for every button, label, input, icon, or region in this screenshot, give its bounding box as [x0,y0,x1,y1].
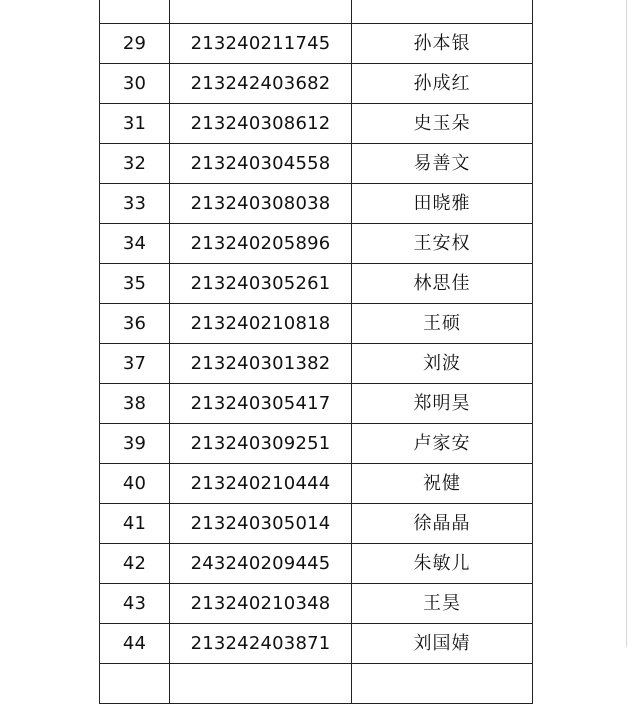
student-name-cell: 郑明昊 [352,384,533,424]
row-number-cell: 30 [100,64,170,104]
row-number-cell: 35 [100,264,170,304]
row-number-cell [100,664,170,704]
table-row [100,64,533,104]
row-number-cell: 32 [100,144,170,184]
table-row [100,344,533,384]
student-id-cell: 213240305417 [170,384,352,424]
student-id-cell: 243240209445 [170,544,352,584]
student-name-cell: 朱敏儿 [352,544,533,584]
row-number-cell: 41 [100,504,170,544]
table-row [100,24,533,64]
row-number-cell [100,0,170,24]
table-row [100,264,533,304]
student-name-cell: 田晓雅 [352,184,533,224]
table-row [100,144,533,184]
student-name-cell [352,0,533,24]
row-number-cell: 31 [100,104,170,144]
table-row [100,624,533,664]
student-name-cell: 祝健 [352,464,533,504]
student-id-cell: 213240210348 [170,584,352,624]
student-id-cell: 213240205896 [170,224,352,264]
table-row [100,104,533,144]
table-row [100,664,533,704]
student-id-cell: 213240305014 [170,504,352,544]
row-number-cell: 44 [100,624,170,664]
student-name-cell: 王硕 [352,304,533,344]
student-id-cell: 213240308612 [170,104,352,144]
student-name-cell: 史玉朵 [352,104,533,144]
student-name-cell: 刘国婧 [352,624,533,664]
row-number-cell: 29 [100,24,170,64]
roster-body [100,0,533,704]
row-number-cell: 40 [100,464,170,504]
student-name-cell: 孙本银 [352,24,533,64]
student-name-cell: 徐晶晶 [352,504,533,544]
table-row [100,424,533,464]
student-roster-table [99,0,533,704]
row-number-cell: 34 [100,224,170,264]
row-number-cell: 42 [100,544,170,584]
row-number-cell: 33 [100,184,170,224]
table-row [100,504,533,544]
student-id-cell: 213240301382 [170,344,352,384]
student-id-cell: 213240210444 [170,464,352,504]
student-id-cell: 213240211745 [170,24,352,64]
student-id-cell: 213240210818 [170,304,352,344]
student-id-cell: 213242403871 [170,624,352,664]
student-id-cell: 213240304558 [170,144,352,184]
student-id-cell [170,0,352,24]
student-name-cell: 刘波 [352,344,533,384]
student-name-cell: 王安权 [352,224,533,264]
row-number-cell: 37 [100,344,170,384]
row-number-cell: 38 [100,384,170,424]
student-id-cell: 213242403682 [170,64,352,104]
table-row [100,184,533,224]
table-row [100,304,533,344]
table-row [100,384,533,424]
student-name-cell: 易善文 [352,144,533,184]
student-name-cell: 卢家安 [352,424,533,464]
table-row [100,224,533,264]
table-row [100,0,533,24]
table-row [100,584,533,624]
student-id-cell: 213240309251 [170,424,352,464]
row-number-cell: 43 [100,584,170,624]
student-id-cell: 213240305261 [170,264,352,304]
student-id-cell: 213240308038 [170,184,352,224]
student-name-cell: 王昊 [352,584,533,624]
student-name-cell: 林思佳 [352,264,533,304]
page-edge-divider [626,0,627,647]
student-name-cell [352,664,533,704]
student-id-cell [170,664,352,704]
table-row [100,544,533,584]
row-number-cell: 36 [100,304,170,344]
student-name-cell: 孙成红 [352,64,533,104]
table-row [100,464,533,504]
row-number-cell: 39 [100,424,170,464]
